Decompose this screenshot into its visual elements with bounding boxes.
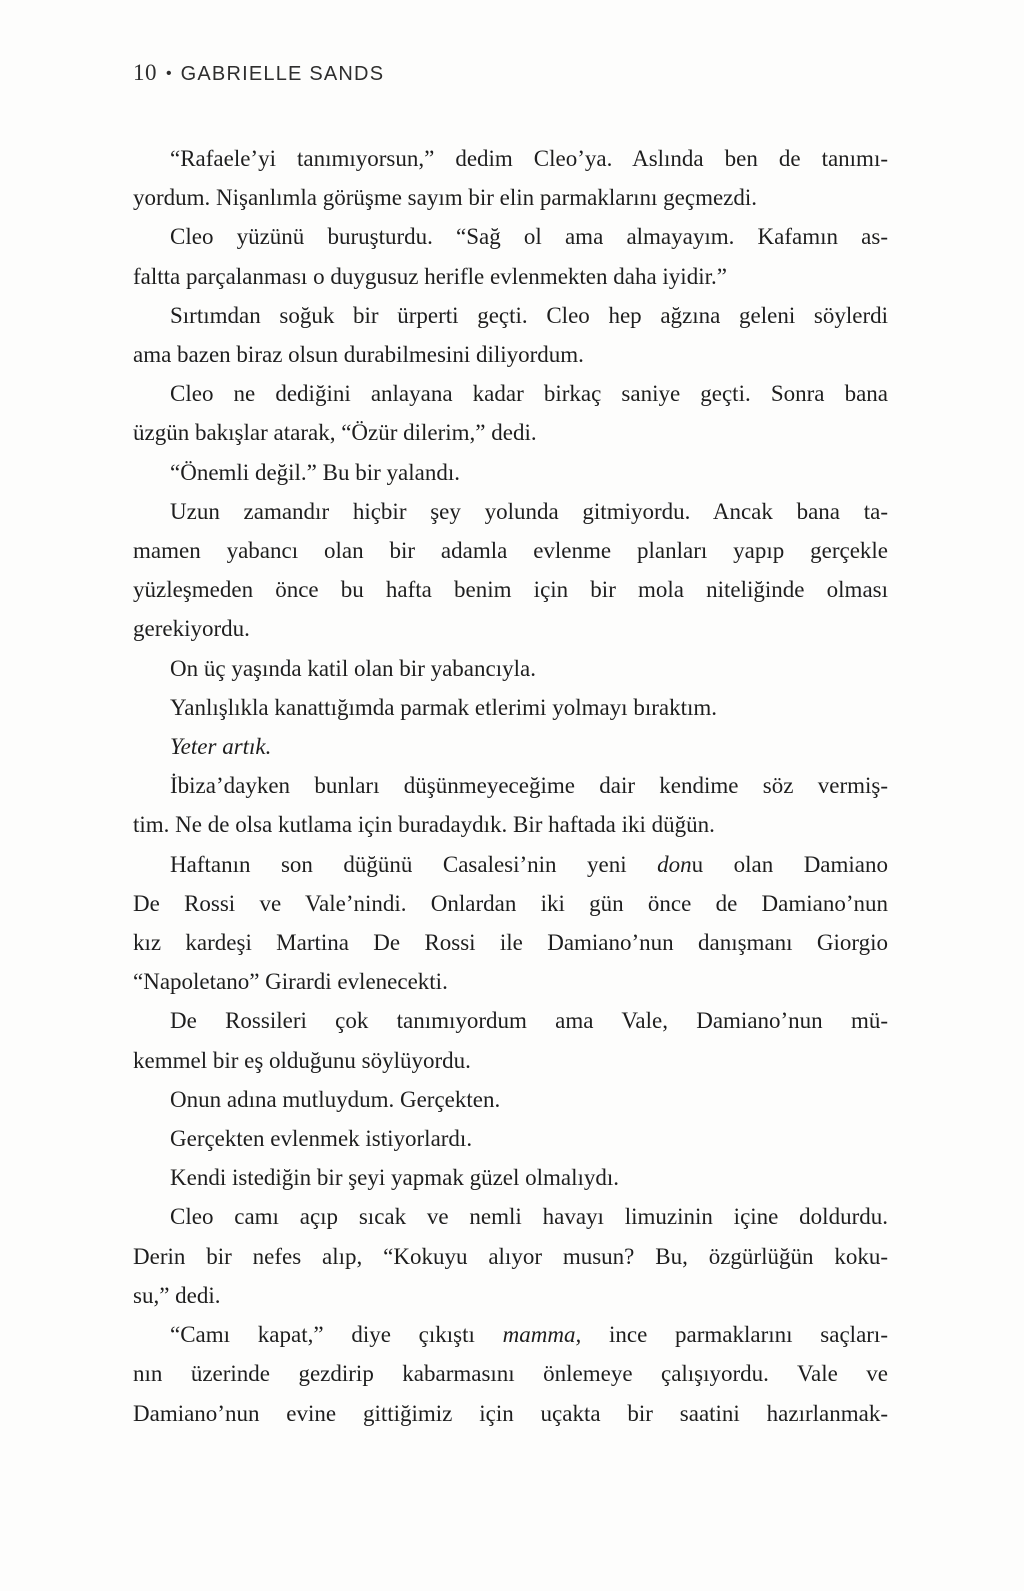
text-segment: De Rossileri çok tanımıyordum ama Vale, Damiano’nun mü-	[170, 1008, 888, 1034]
text-line	[133, 1276, 888, 1315]
text-line	[133, 217, 888, 256]
text-block	[133, 139, 888, 1433]
text-segment: faltta parçalanması o duygusuz herifle evlenmekten daha iyidir.”	[133, 263, 727, 289]
text-segment: Onun adına mutluydum. Gerçekten.	[170, 1086, 501, 1112]
text-segment: Kendi istediğin bir şeyi yapmak güzel olmalıydı.	[170, 1165, 620, 1191]
text-line	[133, 1001, 888, 1040]
text-segment: Cleo camı açıp sıcak ve nemli havayı limuzinin içine doldurdu.	[170, 1204, 888, 1230]
text-segment: De Rossi ve Vale’nindi. Onlardan iki gün önce de Damiano’nun	[133, 890, 888, 916]
text-segment: su,” dedi.	[133, 1282, 221, 1308]
text-line	[133, 962, 888, 1001]
text-segment: gerekiyordu.	[133, 616, 250, 642]
italic-text-segment: don	[657, 851, 692, 877]
text-line	[133, 1354, 888, 1393]
text-line	[133, 766, 888, 805]
italic-text-segment: Yeter artık.	[170, 734, 272, 760]
text-line	[133, 178, 888, 217]
text-line	[133, 609, 888, 648]
text-segment: Cleo ne dediğini anlayana kadar birkaç saniye geçti. Sonra bana	[170, 381, 888, 407]
text-segment: Derin bir nefes alıp, “Kokuyu alıyor musun? Bu, özgürlüğün koku-	[133, 1243, 888, 1269]
text-segment: mamen yabancı olan bir adamla evlenme planları yapıp gerçekle	[133, 538, 888, 564]
text-segment: kemmel bir eş olduğunu söylüyordu.	[133, 1047, 471, 1073]
text-line	[133, 805, 888, 844]
text-line	[133, 1237, 888, 1276]
text-segment: Damiano’nun evine gittiğimiz için uçakta bir saatini hazırlanmak-	[133, 1400, 888, 1426]
author-name: GABRIELLE SANDS	[180, 63, 385, 85]
text-segment: Gerçekten evlenmek istiyorlardı.	[170, 1126, 473, 1152]
text-line	[133, 884, 888, 923]
text-line	[133, 335, 888, 374]
text-line	[133, 1119, 888, 1158]
text-line	[133, 296, 888, 335]
text-segment: Uzun zamandır hiçbir şey yolunda gitmiyordu. Ancak bana ta-	[170, 498, 888, 524]
text-segment: Haftanın son düğünü Casalesi’nin yeni	[170, 851, 658, 877]
text-segment: ince parmaklarını saçları-	[581, 1322, 888, 1348]
page-number: 10	[133, 60, 157, 85]
text-segment: “Napoletano” Girardi evlenecekti.	[133, 969, 448, 995]
text-line	[133, 649, 888, 688]
text-segment: nın üzerinde gezdirip kabarmasını önlemeye çalışıyordu. Vale ve	[133, 1361, 888, 1387]
text-segment: kız kardeşi Martina De Rossi ile Damiano’nun danışmanı Giorgio	[133, 930, 888, 956]
text-segment: ama bazen biraz olsun durabilmesini diliyordum.	[133, 342, 584, 368]
text-line	[133, 570, 888, 609]
text-segment: Cleo yüzünü buruşturdu. “Sağ ol ama almayayım. Kafamın as-	[170, 224, 888, 250]
text-line	[133, 413, 888, 452]
text-line	[133, 845, 888, 884]
text-segment: üzgün bakışlar atarak, “Özür dilerim,” dedi.	[133, 420, 537, 446]
text-line	[133, 727, 888, 766]
italic-text-segment: mamma,	[502, 1322, 582, 1348]
text-segment: Sırtımdan soğuk bir ürperti geçti. Cleo hep ağzına geleni söylerdi	[170, 302, 888, 328]
text-line	[133, 139, 888, 178]
text-line	[133, 923, 888, 962]
text-line	[133, 1197, 888, 1236]
text-line	[133, 1041, 888, 1080]
text-segment: yüzleşmeden önce bu hafta benim için bir mola niteliğinde olması	[133, 577, 888, 603]
text-line	[133, 688, 888, 727]
text-segment: yordum. Nişanlımla görüşme sayım bir elin parmaklarını geçmezdi.	[133, 185, 758, 211]
text-line	[133, 374, 888, 413]
text-segment: u olan Damiano	[691, 851, 888, 877]
text-line	[133, 257, 888, 296]
text-segment: tim. Ne de olsa kutlama için buradaydık. Bir haftada iki düğün.	[133, 812, 715, 838]
bullet-separator-icon: •	[166, 65, 172, 82]
text-line	[133, 1394, 888, 1433]
text-line	[133, 492, 888, 531]
text-segment: Yanlışlıkla kanattığımda parmak etlerimi yolmayı bıraktım.	[170, 694, 718, 720]
text-segment: “Rafaele’yi tanımıyorsun,” dedim Cleo’ya. Aslında ben de tanımı-	[170, 146, 888, 171]
text-line	[133, 453, 888, 492]
text-line	[133, 1315, 888, 1354]
text-line	[133, 1158, 888, 1197]
text-segment: “Önemli değil.” Bu bir yalandı.	[170, 459, 460, 485]
text-line	[133, 531, 888, 570]
text-segment: “Camı kapat,” diye çıkıştı	[170, 1322, 503, 1348]
text-line	[133, 1080, 888, 1119]
text-segment: On üç yaşında katil olan bir yabancıyla.	[170, 655, 536, 681]
text-segment: İbiza’dayken bunları düşünmeyeceğime dair kendime söz vermiş-	[170, 773, 888, 799]
running-header	[133, 60, 384, 86]
